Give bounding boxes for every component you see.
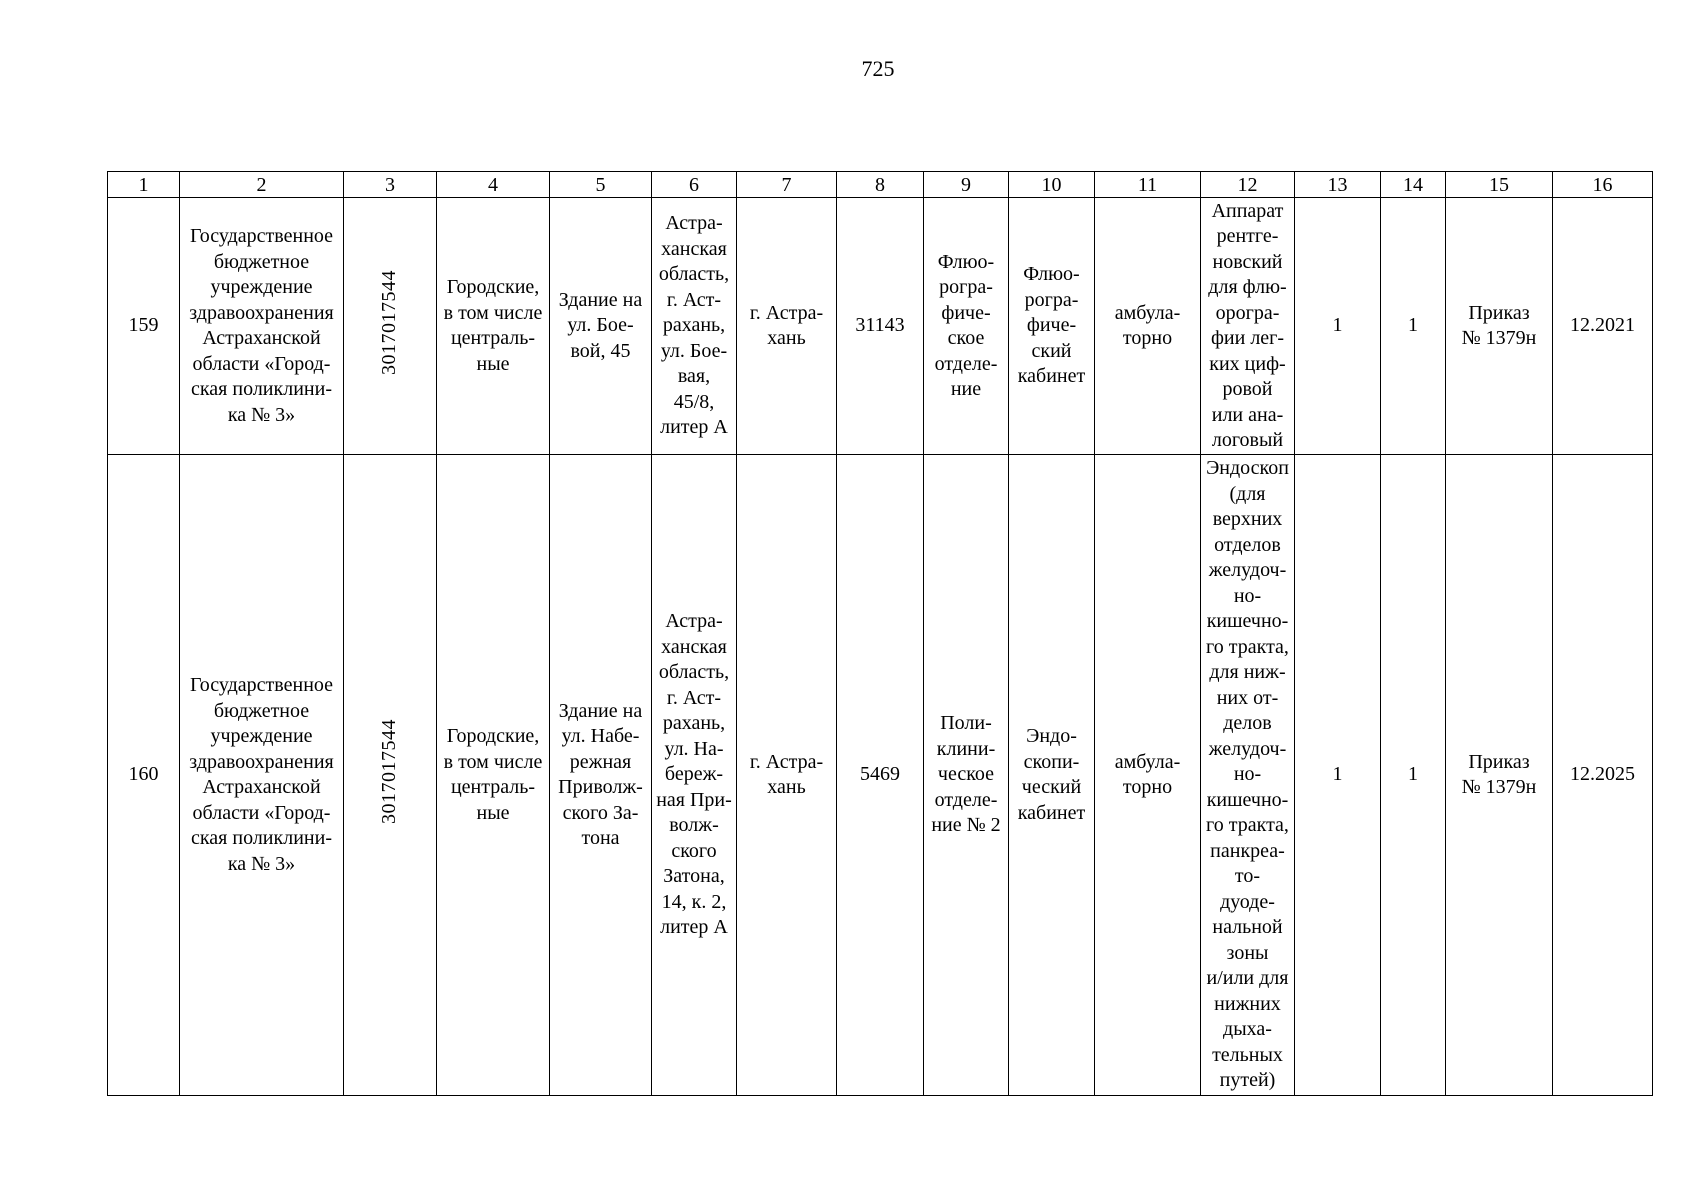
row-number-cell: 160 [108,455,180,1096]
column-number-cell: 4 [437,172,550,198]
page-number: 725 [861,56,895,81]
column-number-cell: 15 [1446,172,1553,198]
column-number-cell: 14 [1381,172,1446,198]
column-number-cell: 10 [1009,172,1095,198]
inn-cell [344,455,437,1096]
address-cell: Астра- ханская область, г. Аст- рахань, ул. Бое- вая, 45/8, литер А [652,198,737,455]
column-number-cell: 3 [344,172,437,198]
organization-cell: Государственное бюджетное учреждение здравоохранения Астраханской области «Город- ская поликлини- ка № 3» [180,455,344,1096]
column-number-cell: 2 [180,172,344,198]
quantity-cell: 1 [1295,455,1381,1096]
column-number-cell: 7 [737,172,837,198]
table-row [108,198,1653,455]
equipment-register-table [107,171,1653,1096]
quantity-cell: 1 [1381,455,1446,1096]
quantity-cell: 1 [1381,198,1446,455]
table-row [108,455,1653,1096]
inn-text: 3017017544 [378,269,401,375]
date-cell: 12.2021 [1553,198,1653,455]
care-conditions-cell: амбула- торно [1095,198,1201,455]
column-number-cell: 16 [1553,172,1653,198]
territory-type-cell: Городские, в том числе централь- ные [437,198,550,455]
code-cell: 31143 [837,198,924,455]
quantity-cell: 1 [1295,198,1381,455]
column-number-cell: 12 [1201,172,1295,198]
territory-type-cell: Городские, в том числе централь- ные [437,455,550,1096]
column-number-cell: 13 [1295,172,1381,198]
department-cell: Флюо- рогра- фиче- ское отделе- ние [924,198,1009,455]
department-cell: Поли- клини- ческое отделе- ние № 2 [924,455,1009,1096]
order-cell: Приказ № 1379н [1446,455,1553,1096]
care-conditions-cell: амбула- торно [1095,455,1201,1096]
building-cell: Здание на ул. Бое- вой, 45 [550,198,652,455]
locality-cell: г. Астра- хань [737,455,837,1096]
equipment-cell: Эндоскоп (для верхних отделов желудоч- но- кишечно- го тракта, для ниж- них от- делов желудоч- но- кишечно- го тракта, панкреа- то- дуоде- нальной зоны и/или для нижних дыха- тельных путей) [1201,455,1295,1096]
column-number-row [108,172,1653,198]
column-number-cell: 5 [550,172,652,198]
order-cell: Приказ № 1379н [1446,198,1553,455]
column-number-cell: 1 [108,172,180,198]
column-number-cell: 11 [1095,172,1201,198]
building-cell: Здание на ул. Набе- режная Приволж- ского За- тона [550,455,652,1096]
equipment-cell: Аппарат рентге- новский для флю- орогра- фии лег- ких циф- ровой или ана- логовый [1201,198,1295,455]
date-cell: 12.2025 [1553,455,1653,1096]
organization-cell: Государственное бюджетное учреждение здравоохранения Астраханской области «Город- ская поликлини- ка № 3» [180,198,344,455]
row-number-cell: 159 [108,198,180,455]
locality-cell: г. Астра- хань [737,198,837,455]
column-number-cell: 6 [652,172,737,198]
code-cell: 5469 [837,455,924,1096]
inn-text: 3017017544 [378,718,401,824]
column-number-cell: 8 [837,172,924,198]
address-cell: Астра- ханская область, г. Аст- рахань, ул. На- береж- ная При- волж- ского Затона, 14, к. 2, литер А [652,455,737,1096]
room-cell: Флюо- рогра- фиче- ский кабинет [1009,198,1095,455]
column-number-cell: 9 [924,172,1009,198]
room-cell: Эндо- скопи- ческий кабинет [1009,455,1095,1096]
inn-cell [344,198,437,455]
